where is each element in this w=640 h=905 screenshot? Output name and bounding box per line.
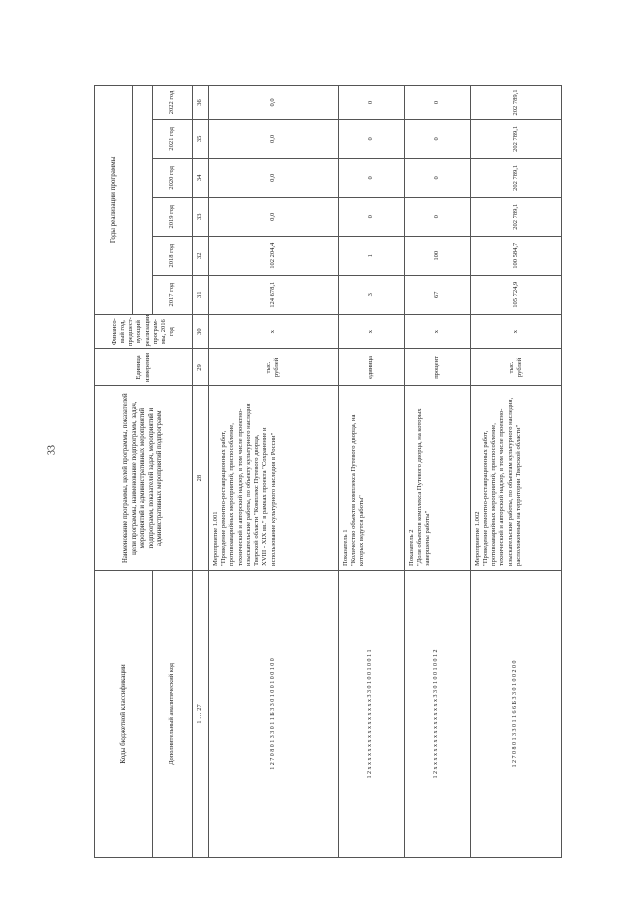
table-row: [338, 86, 404, 858]
year-2019-header: 2019 год: [153, 197, 193, 236]
row-value-2018: 100: [404, 236, 470, 275]
row-value-2021: 0: [404, 119, 470, 158]
program-table-rotated: [94, 85, 562, 858]
row-value-2020: 0,0: [209, 158, 339, 197]
col-number-30: 30: [193, 314, 209, 349]
row-codes: [209, 570, 339, 857]
table-row: [470, 86, 561, 858]
row-codes-text: 1 2 7 0 8 0 1 3 3 0 1 1 6 6 Б 3 3 0 1 0 0 2 0 0: [512, 660, 519, 768]
row-value-2020: 0: [404, 158, 470, 197]
row-codes-text: 1 2 x x x x x x x x x x x x x x x x 3 3 0 1 0 0 1 0 0 1 1: [367, 649, 374, 779]
col-number-35: 35: [193, 119, 209, 158]
row-description: Показатель 1 "Количество объектов комплекса Путевого дворца, на которых ведутся работы": [338, 386, 404, 571]
col-number-32: 32: [193, 236, 209, 275]
row-value-2021: 0: [338, 119, 404, 158]
year-2021-header: 2021 год: [153, 119, 193, 158]
col-number-34: 34: [193, 158, 209, 197]
row-fin-year: x: [338, 314, 404, 349]
col-number-36: 36: [193, 86, 209, 120]
row-codes-text: 1 2 7 0 8 0 1 3 3 0 1 1 Б 3 3 0 1 0 0 1 0 0 1 0 0: [269, 658, 276, 770]
row-fin-year: x: [470, 314, 561, 349]
row-value-2021: 202 789,1: [470, 119, 561, 158]
program-table: [94, 85, 562, 858]
row-unit: процент: [404, 349, 470, 386]
unit-column-header: Единица измерения: [95, 349, 193, 386]
row-description: Показатель 2 "Доля объектов комплекса Путевого дворца, на которых завершены работы": [404, 386, 470, 571]
row-value-2018: 102 204,4: [209, 236, 339, 275]
col-number-33: 33: [193, 197, 209, 236]
row-value-2022: 0,0: [209, 86, 339, 120]
row-codes-text: 1 2 x x x x x x x x x x x x x x x x 3 3 0 1 0 0 1 0 0 1 2: [433, 649, 440, 779]
row-codes: [470, 570, 561, 857]
row-value-2017: 3: [338, 275, 404, 314]
row-value-2021: 0,0: [209, 119, 339, 158]
col-number-29: 29: [193, 349, 209, 386]
row-codes: [338, 570, 404, 857]
row-value-2019: 202 789,1: [470, 197, 561, 236]
row-value-2019: 0: [404, 197, 470, 236]
row-value-2020: 0: [338, 158, 404, 197]
row-fin-year: x: [209, 314, 339, 349]
row-unit: единица: [338, 349, 404, 386]
classification-group-header: Коды бюджетной классификации: [95, 570, 153, 857]
analytic-group-header: Дополнительный аналитический код: [153, 570, 193, 857]
name-column-header: Наименование программы, целей программы, показателей цели программы, наименование подпрограмм, задач, мероприятий и административных мероприятий подпрограмм, показателей задач, мероприятий и административных мероприятий подпрограмм: [95, 386, 193, 571]
row-value-2017: 124 678,1: [209, 275, 339, 314]
row-value-2018: 100 584,7: [470, 236, 561, 275]
row-description: Мероприятие 1.002 "Проведение ремонтно-реставрационных работ, противоаварийных мероприятий, приспособление, технический и авторский надзор, в том числе проектно-изыскательские работы, по объектам культурного наследия, расположенным на территории Тверской области": [470, 386, 561, 571]
row-fin-year: x: [404, 314, 470, 349]
row-value-2022: 202 789,1: [470, 86, 561, 120]
fin-year-column-header: Финансо-вый год, предшест-вующий реализации програм-мы, 2016 год: [95, 314, 193, 349]
year-2017-header: 2017 год: [153, 275, 193, 314]
years-group-header: Годы реализации программы: [95, 86, 133, 315]
col-number-31: 31: [193, 275, 209, 314]
row-value-2017: 105 724,9: [470, 275, 561, 314]
year-2022-header: 2022 год: [153, 86, 193, 120]
row-unit: тыс. рублей: [209, 349, 339, 386]
code-columns-numbers: 1 … 27: [193, 570, 209, 857]
row-value-2017: 67: [404, 275, 470, 314]
year-2018-header: 2018 год: [153, 236, 193, 275]
row-value-2022: 0: [338, 86, 404, 120]
row-unit: тыс. рублей: [470, 349, 561, 386]
row-value-2019: 0: [338, 197, 404, 236]
years-subheader: [133, 86, 153, 315]
col-number-28: 28: [193, 386, 209, 571]
row-description: Мероприятие 1.001 "Проведение ремонтно-реставрационных работ, противоаварийных мероприятий, приспособление, технический и авторский надзор, в том числе проектно-изыскательские работы, по объекту культурного наследия Тверской области "Комплекс Путевого дворца, XVIII - XIX вв." в рамках проекта "Сохранение и использование культурного наследия в России": [209, 386, 339, 571]
year-2020-header: 2020 год: [153, 158, 193, 197]
row-value-2018: 1: [338, 236, 404, 275]
row-value-2019: 0,0: [209, 197, 339, 236]
row-value-2020: 202 789,1: [470, 158, 561, 197]
page-number: 33: [46, 445, 58, 455]
row-codes: [404, 570, 470, 857]
row-value-2022: 0: [404, 86, 470, 120]
table-row: [209, 86, 339, 858]
table-row: [404, 86, 470, 858]
